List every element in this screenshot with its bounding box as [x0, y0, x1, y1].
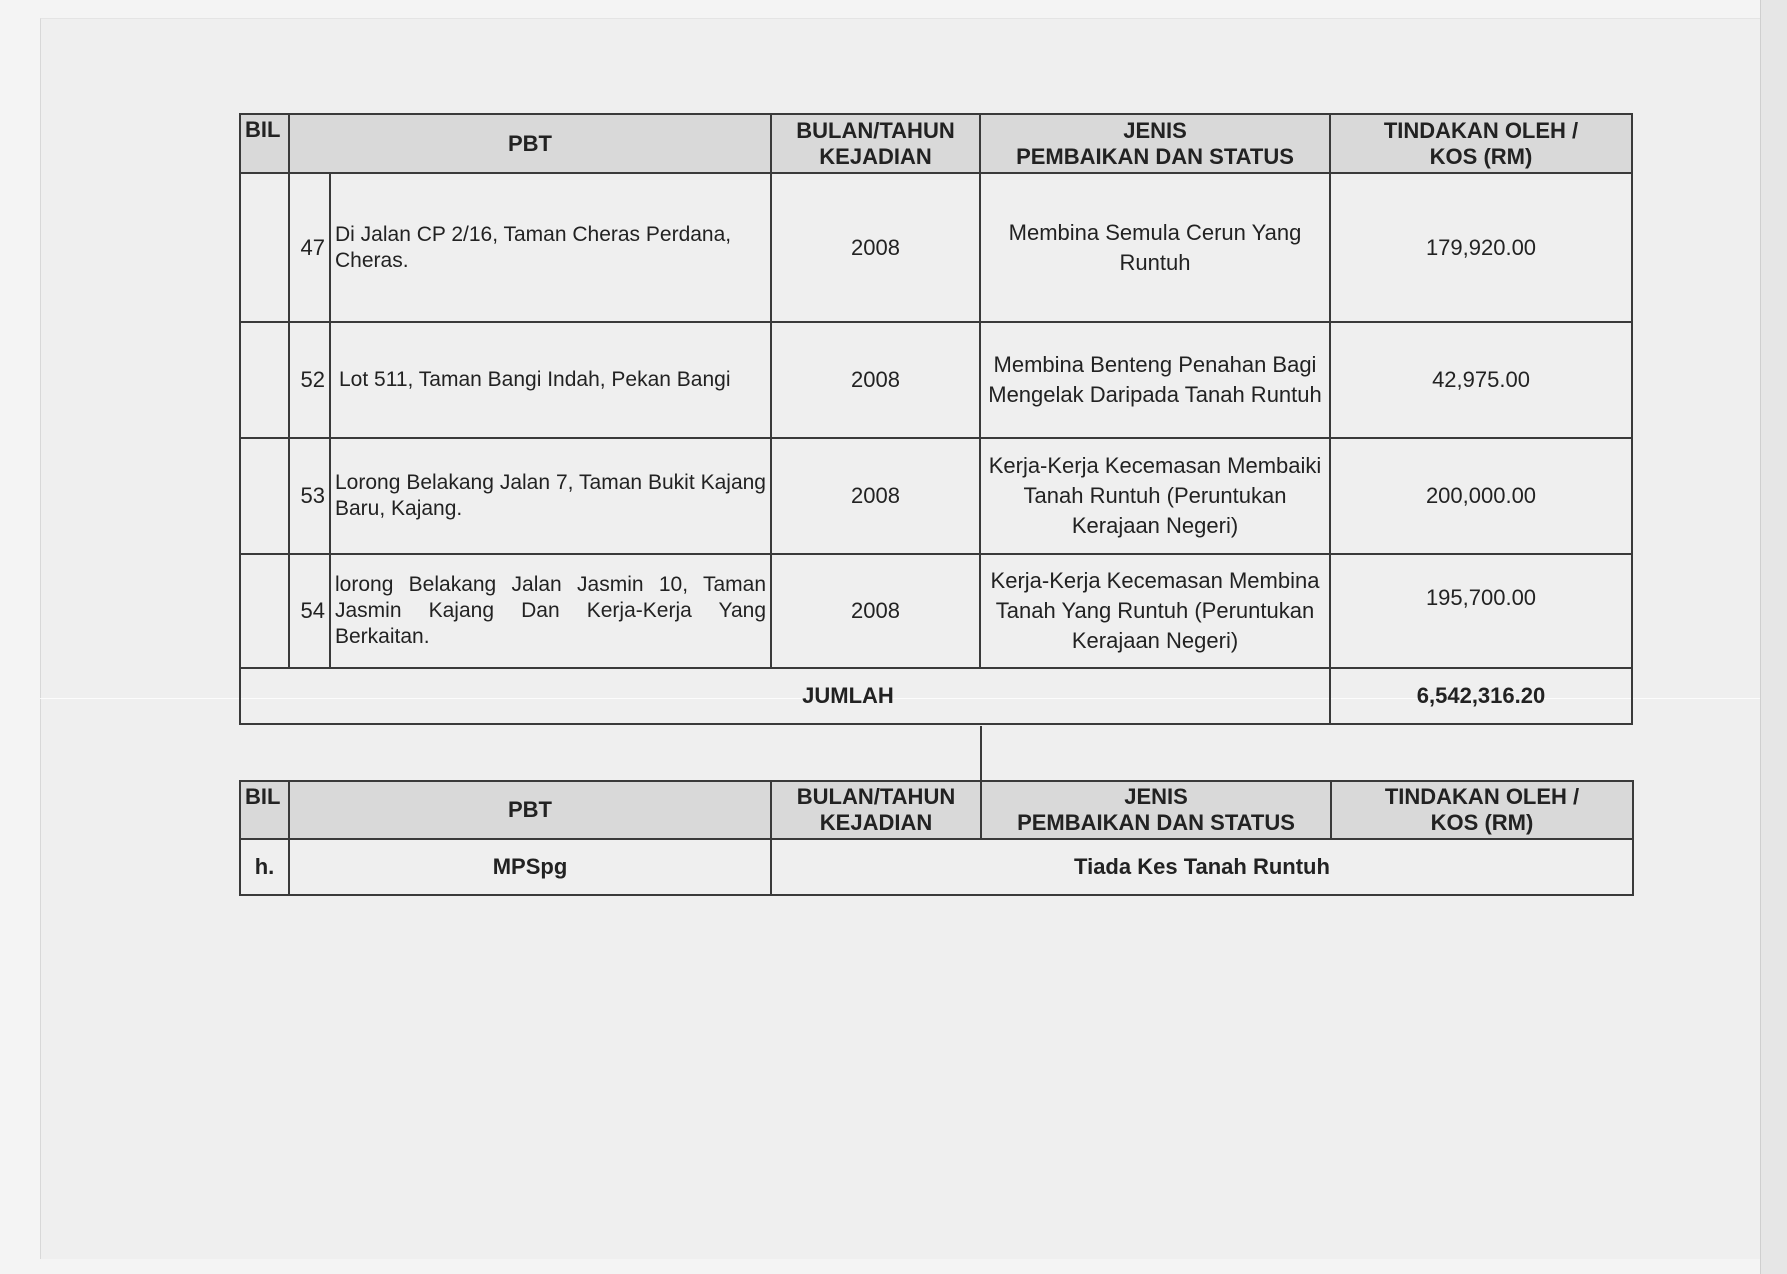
table-row [240, 173, 1632, 322]
table-connector-line [980, 726, 982, 782]
table-row [240, 839, 1633, 895]
row-number: 53 [289, 438, 330, 554]
bil-cell [240, 438, 289, 554]
header-bulan-tahun-line2: KEJADIAN [819, 143, 932, 169]
header-jenis-line2: PEMBAIKAN DAN STATUS [1017, 810, 1295, 835]
table-row [240, 554, 1632, 668]
header-pbt: PBT [289, 781, 771, 839]
location-cell: Di Jalan CP 2/16, Taman Cheras Perdana, Cheras. [330, 173, 771, 322]
header-tindakan [1330, 114, 1632, 173]
cost-cell: 42,975.00 [1330, 322, 1632, 438]
year-cell: 2008 [771, 554, 980, 668]
bil-cell [240, 322, 289, 438]
cost-cell: 195,700.00 [1330, 554, 1632, 668]
header-tindakan-line1: TINDAKAN OLEH / [1383, 117, 1579, 143]
header-tindakan [1331, 781, 1633, 839]
bil-cell [240, 554, 289, 668]
location-cell: Lorong Belakang Jalan 7, Taman Bukit Kajang Baru, Kajang. [330, 438, 771, 554]
bil-cell [240, 173, 289, 322]
status-cell: Kerja-Kerja Kecemasan Membaiki Tanah Runtuh (Peruntukan Kerajaan Negeri) [980, 438, 1330, 554]
header-jenis-line2: PEMBAIKAN DAN STATUS [1016, 143, 1294, 169]
status-cell: Kerja-Kerja Kecemasan Membina Tanah Yang Runtuh (Peruntukan Kerajaan Negeri) [980, 554, 1330, 668]
table-row [240, 322, 1632, 438]
cost-table [239, 113, 1633, 725]
status-cell: Membina Semula Cerun Yang Runtuh [980, 173, 1330, 322]
header-bulan-tahun-line1: BULAN/TAHUN [796, 784, 956, 809]
total-label: JUMLAH [240, 668, 1330, 724]
year-cell: 2008 [771, 322, 980, 438]
header-bulan-tahun-line1: BULAN/TAHUN [796, 117, 955, 143]
total-value: 6,542,316.20 [1330, 668, 1632, 724]
header-tindakan-line1: TINDAKAN OLEH / [1384, 784, 1580, 809]
header-bil: BIL [240, 114, 289, 173]
table-row [240, 438, 1632, 554]
cost-cell: 179,920.00 [1330, 173, 1632, 322]
total-row [240, 668, 1632, 724]
no-case-note: Tiada Kes Tanah Runtuh [771, 839, 1633, 895]
header-jenis-line1: JENIS [1123, 117, 1187, 143]
header-bil: BIL [240, 781, 289, 839]
status-cell: Membina Benteng Penahan Bagi Mengelak Daripada Tanah Runtuh [980, 322, 1330, 438]
table-header-row [240, 114, 1632, 173]
header-jenis [981, 781, 1331, 839]
year-cell: 2008 [771, 438, 980, 554]
header-jenis [980, 114, 1330, 173]
year-cell: 2008 [771, 173, 980, 322]
pbt-cell: MPSpg [289, 839, 771, 895]
row-number: 47 [289, 173, 330, 322]
header-tindakan-line2: KOS (RM) [1430, 810, 1534, 835]
header-jenis-line1: JENIS [1124, 784, 1188, 809]
header-bulan-tahun [771, 781, 981, 839]
page-right-edge [1760, 0, 1787, 1274]
row-number: 52 [289, 322, 330, 438]
header-tindakan-line2: KOS (RM) [1429, 143, 1533, 169]
header-bulan-tahun-line2: KEJADIAN [819, 810, 933, 835]
location-cell: Lot 511, Taman Bangi Indah, Pekan Bangi [330, 322, 771, 438]
row-number: 54 [289, 554, 330, 668]
table-header-row [240, 781, 1633, 839]
cost-cell: 200,000.00 [1330, 438, 1632, 554]
header-bulan-tahun [771, 114, 980, 173]
location-cell: lorong Belakang Jalan Jasmin 10, Taman Jasmin Kajang Dan Kerja-Kerja Yang Berkaitan. [330, 554, 771, 668]
bil-cell: h. [240, 839, 289, 895]
header-pbt: PBT [289, 114, 771, 173]
mpspg-table [239, 780, 1634, 896]
